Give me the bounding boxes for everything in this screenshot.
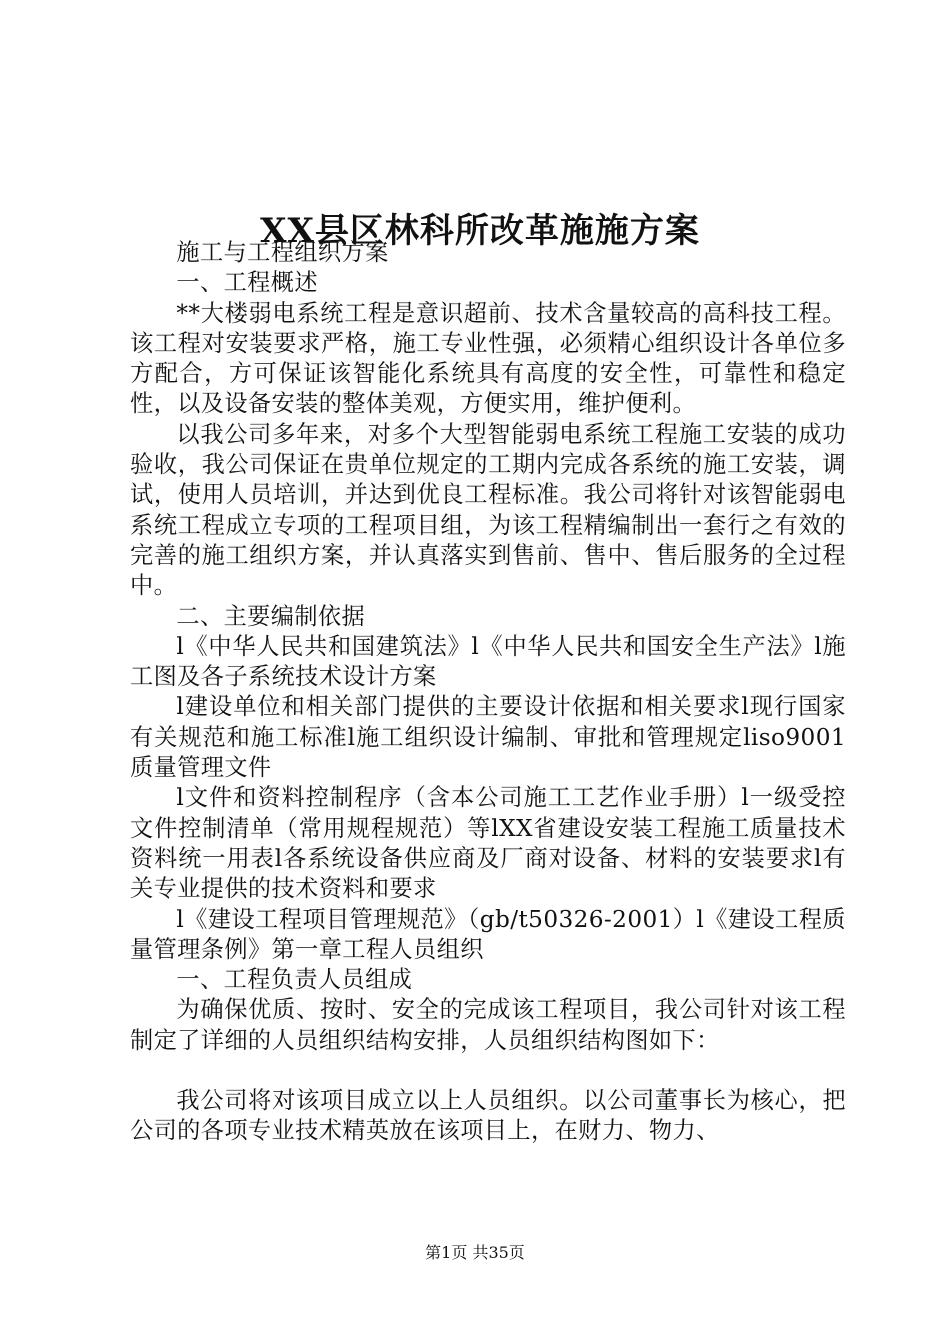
paragraph-heading-plan: 施工与工程组织方案 [176, 239, 389, 266]
paragraph-overview-text: **大楼弱电系统工程是意识超前、技术含量较高的高科技工程。该工程对安装要求严格，施工专业性强，必须精心组织设计各单位多方配合，方可保证该智能化系统具有高度的安全性，可靠性和稳定性，以及设备安装的整体美观，方便实用，维护便利。 [130, 299, 846, 418]
document-title: XX县区林科所改革施施方案 [260, 210, 700, 251]
paragraph-basis-documents: l文件和资料控制程序（含本公司施工工艺作业手册）l一级受控文件控制清单（常用规程规范）等lXX省建设安装工程施工质量技术资料统一用表l各系统设备供应商及厂商对设备、材料的安装要求l有关专业提供的技术资料和要求 [130, 784, 846, 903]
paragraph-basis-laws: l《中华人民共和国建筑法》l《中华人民共和国安全生产法》l施工图及各子系统技术设计方案 [130, 632, 846, 691]
page-number-footer: 第1页 共35页 [425, 1243, 525, 1262]
paragraph-section-personnel: 一、工程负责人员组成 [176, 966, 413, 994]
paragraph-section-overview: 一、工程概述 [176, 269, 318, 297]
document-body [130, 238, 846, 1147]
paragraph-organization-text: 我公司将对该项目成立以上人员组织。以公司董事长为核心，把公司的各项专业技术精英放在该项目上，在财力、物力、 [130, 1087, 846, 1145]
paragraph-company-commitment: 以我公司多年来，对多个大型智能弱电系统工程施工安装的成功验收，我公司保证在贵单位规定的工期内完成各系统的施工安装，调试，使用人员培训，并达到优良工程标准。我公司将针对该智能弱电系统工程成立专项的工程项目组，为该工程精编制出一套行之有效的完善的施工组织方案，并认真落实到售前、售中、售后服务的全过程中。 [130, 420, 846, 600]
paragraph-basis-requirements: l建设单位和相关部门提供的主要设计依据和相关要求l现行国家有关规范和施工标准l施工组织设计编制、审批和管理规定liso9001质量管理文件 [130, 693, 846, 782]
paragraph-section-basis: 二、主要编制依据 [176, 602, 366, 630]
paragraph-basis-regulations: l《建设工程项目管理规范》（gb/t50326-2001）l《建设工程质量管理条例》第一章工程人员组织 [130, 905, 846, 963]
paragraph-personnel-text: 为确保优质、按时、安全的完成该工程项目，我公司针对该工程制定了详细的人员组织结构安排，人员组织结构图如下： [130, 996, 846, 1054]
